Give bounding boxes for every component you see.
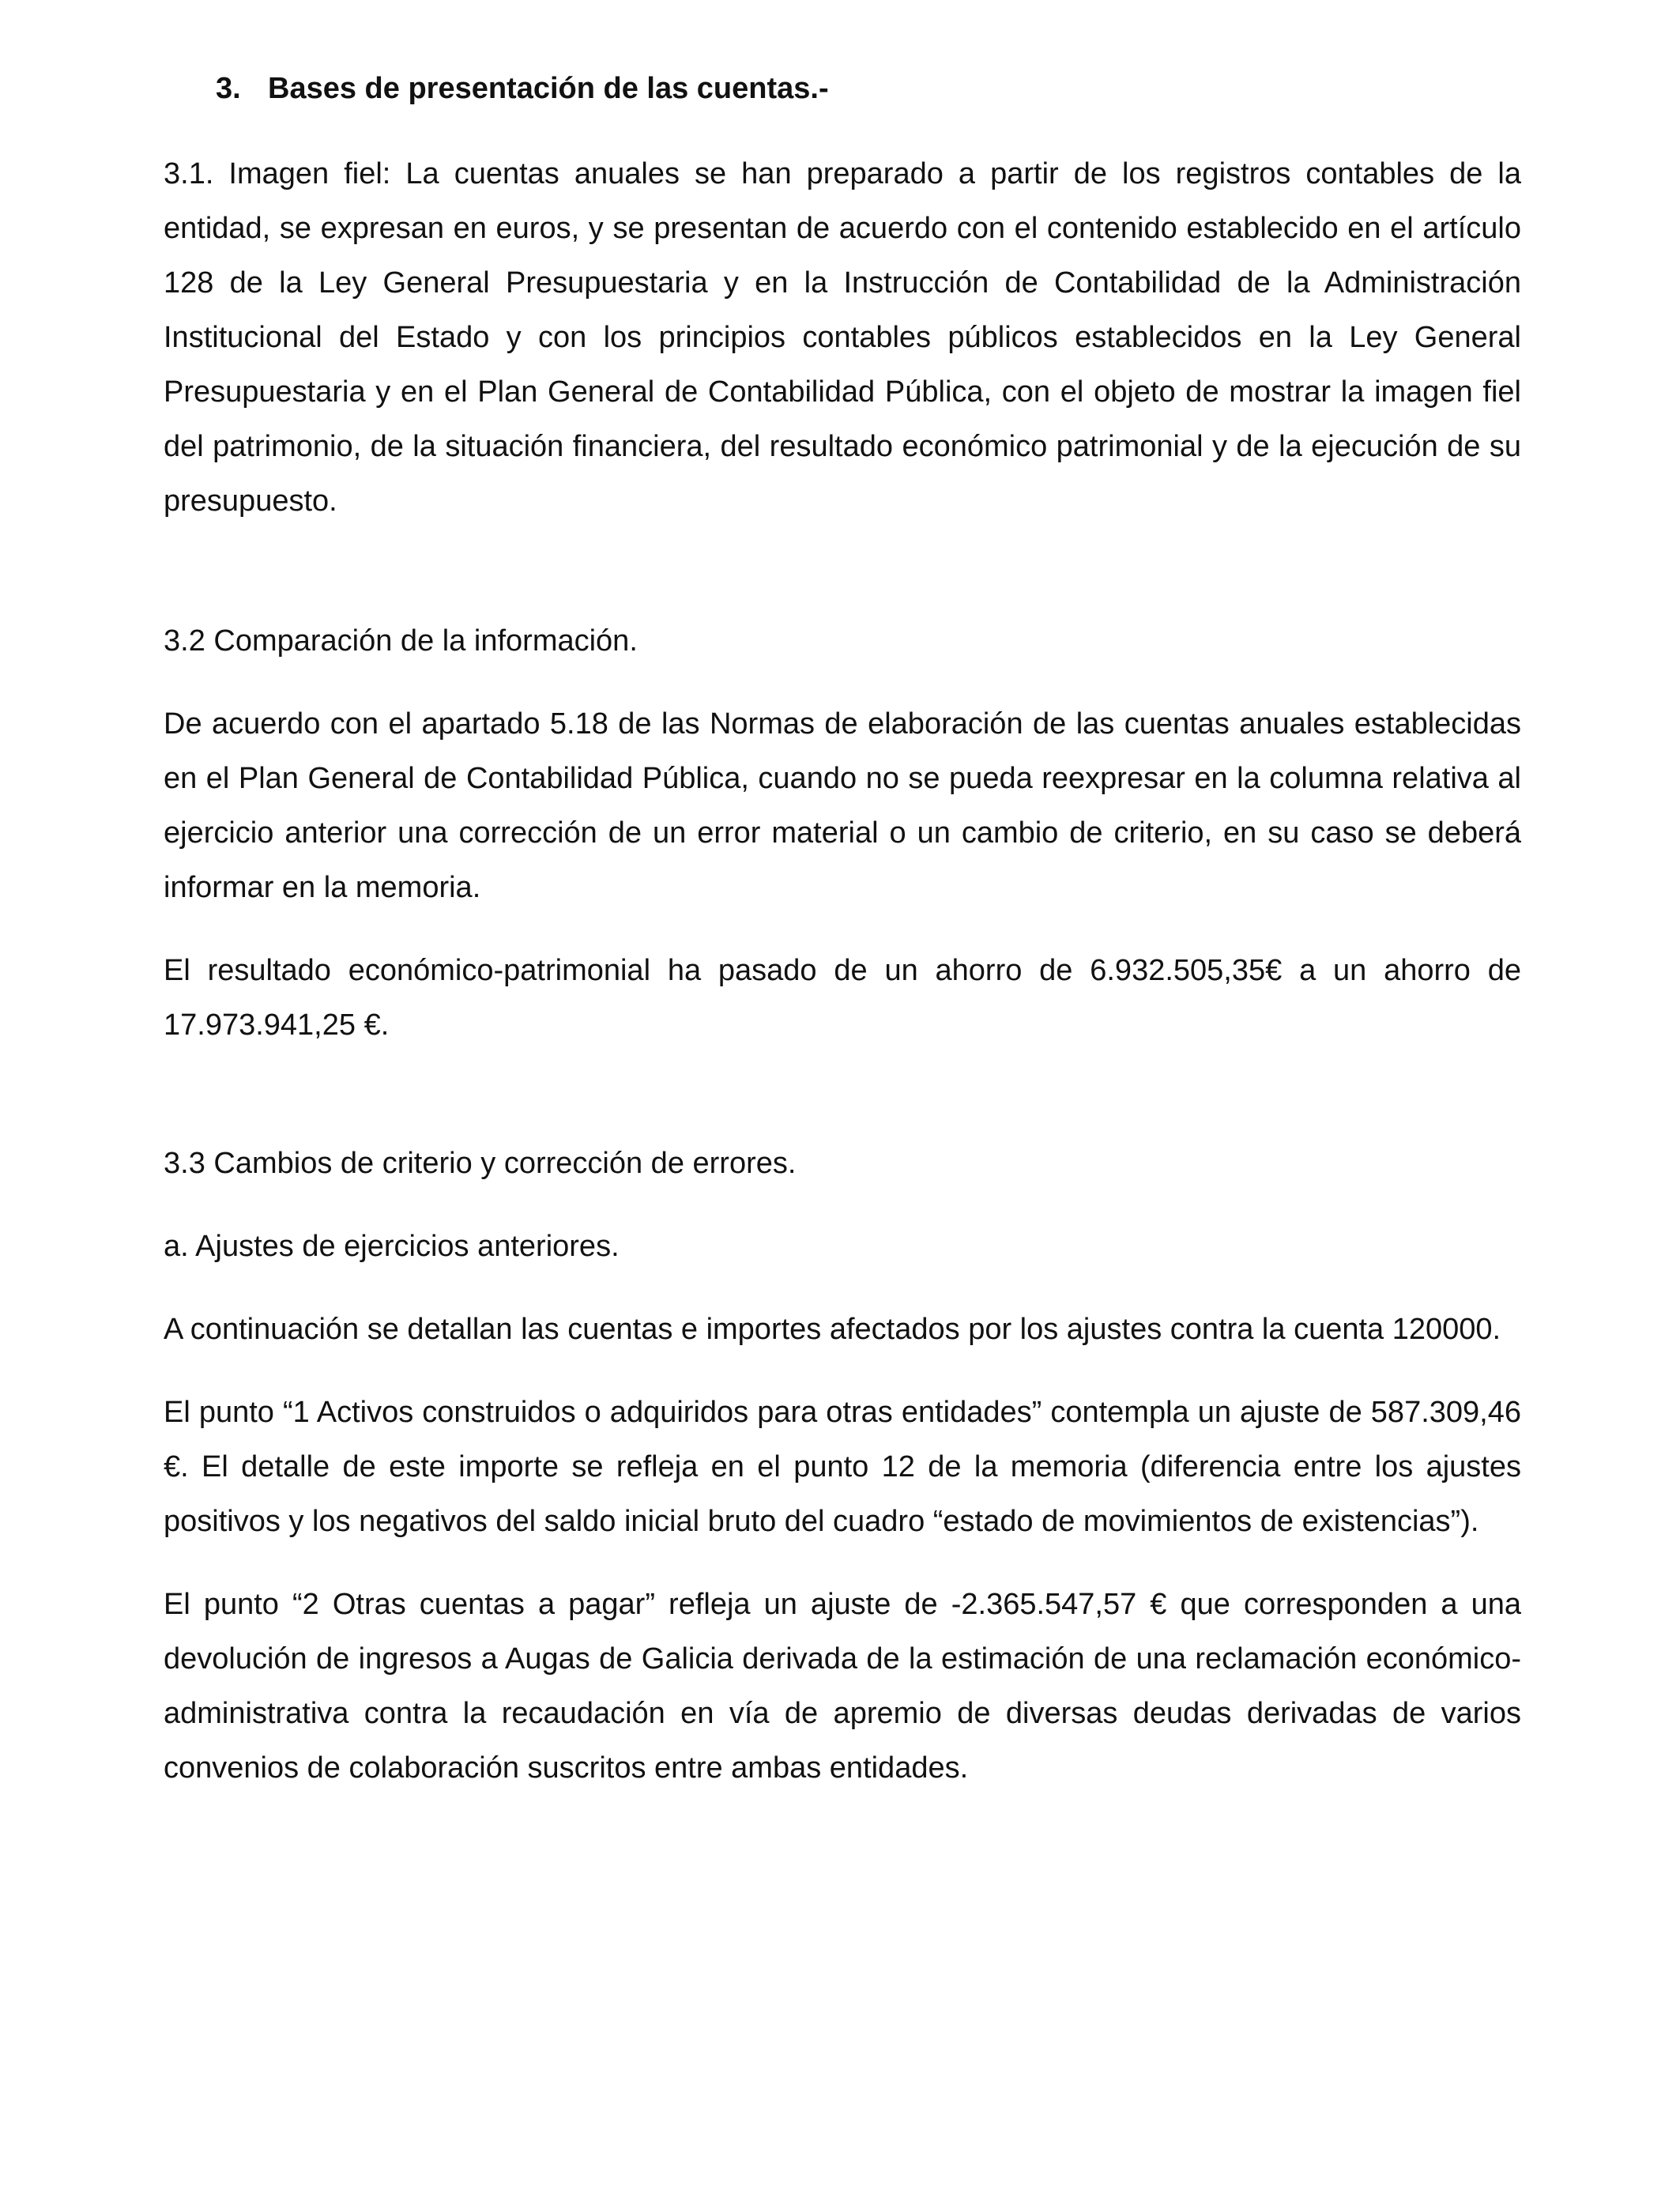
- paragraph-imagen-fiel: 3.1. Imagen fiel: La cuentas anuales se han preparado a partir de los registros contables de la entidad, se expresan en euros, y se presentan de acuerdo con el contenido establecido en el artículo 128 de la Ley General Presupuestaria y en la Instrucción de Contabilidad de la Administración Institucional del Estado y con los principios contables públicos establecidos en la Ley General Presupuestaria y en el Plan General de Contabilidad Pública, con el objeto de mostrar la imagen fiel del patrimonio, de la situación financiera, del resultado económico patrimonial y de la ejecución de su presupuesto.: [164, 157, 1521, 518]
- paragraph-resultado: El resultado económico-patrimonial ha pasado de un ahorro de 6.932.505,35€ a un ahorro de 17.973.941,25 €.: [164, 954, 1521, 1042]
- section-number: 3.: [216, 72, 241, 105]
- paragraph-comparacion: De acuerdo con el apartado 5.18 de las Normas de elaboración de las cuentas anuales establecidas en el Plan General de Contabilidad Pública, cuando no se pueda reexpresar en la columna relativa al ejercicio anterior una corrección de un error material o un cambio de criterio, en su caso se deberá informar en la memoria.: [164, 707, 1521, 904]
- paragraph-otras-cuentas: El punto “2 Otras cuentas a pagar” refleja un ajuste de -2.365.547,57 € que corresponden a una devolución de ingresos a Augas de Galicia derivada de la estimación de una reclamación económico-administrativa contra la recaudación en vía de apremio de diversas deudas derivadas de varios convenios de colaboración suscritos entre ambas entidades.: [164, 1588, 1521, 1785]
- subsection-heading-cambios: 3.3 Cambios de criterio y corrección de errores.: [164, 1147, 797, 1180]
- section-title: Bases de presentación de las cuentas.-: [268, 72, 829, 105]
- subsection-heading-comparacion: 3.2 Comparación de la información.: [164, 624, 638, 658]
- paragraph-continuacion: A continuación se detallan las cuentas e importes afectados por los ajustes contra la cuenta 120000.: [164, 1313, 1501, 1346]
- paragraph-activos: El punto “1 Activos construidos o adquiridos para otras entidades” contempla un ajuste de 587.309,46 €. El detalle de este importe se refleja en el punto 12 de la memoria (diferencia entre los ajustes positivos y los negativos del saldo inicial bruto del cuadro “estado de movimientos de existencias”).: [164, 1396, 1521, 1538]
- subsection-heading-ajustes: a. Ajustes de ejercicios anteriores.: [164, 1230, 620, 1263]
- document-page: [164, 62, 1521, 1796]
- section-heading: [164, 62, 1521, 115]
